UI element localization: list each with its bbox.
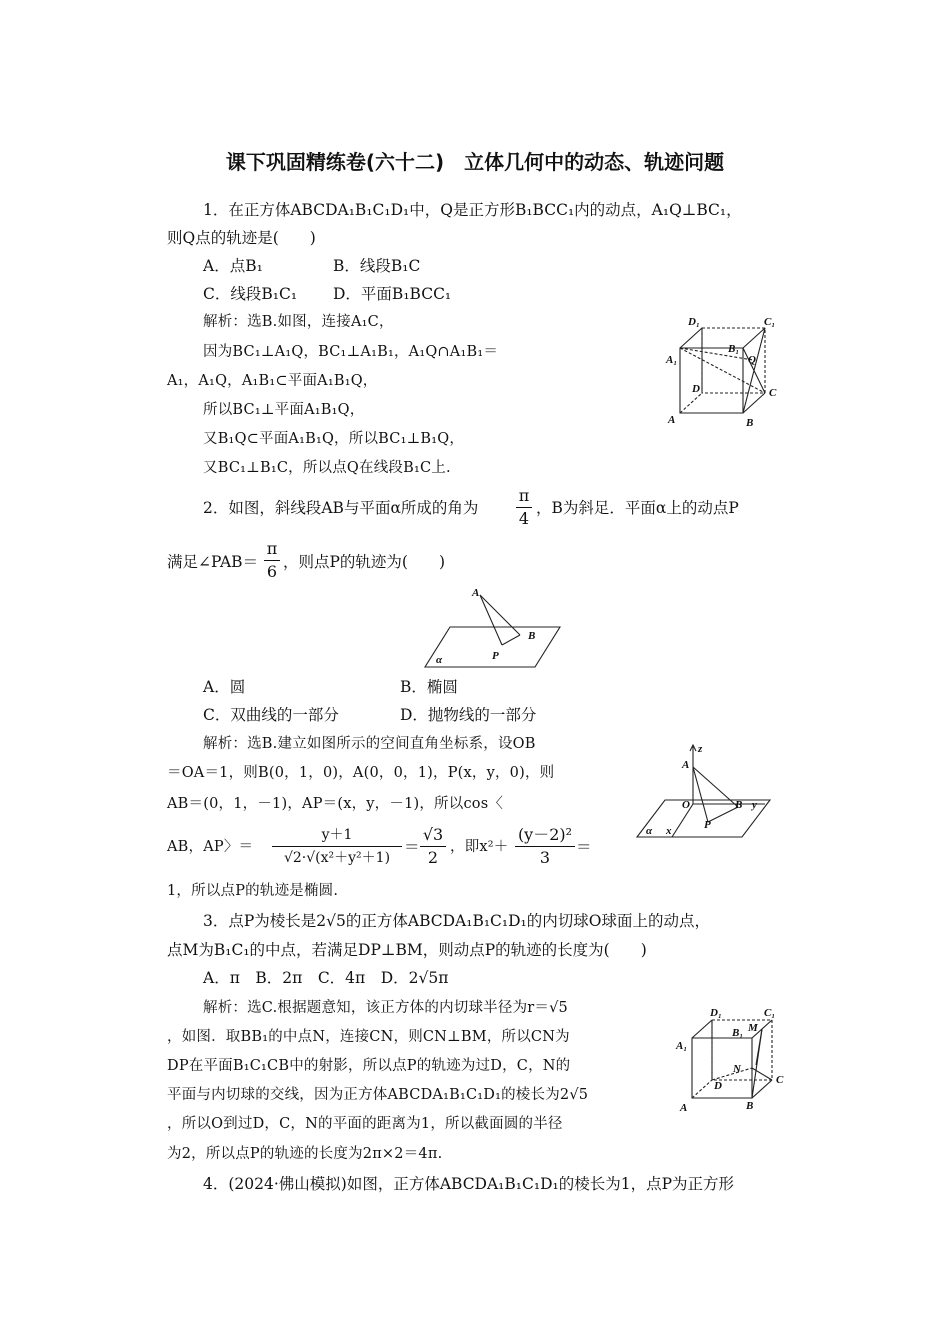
fraction-bar	[516, 507, 532, 508]
q1-option-c: C．线段B₁C₁	[203, 285, 298, 303]
fraction-denominator: 3	[539, 848, 551, 867]
q3-solution-line: ，如图．取BB₁的中点N，连接CN，则CN⊥BM，所以CN为	[167, 1029, 570, 1045]
fig-label: α	[436, 654, 443, 666]
q1-stem-line2: 则Q点的轨迹是( )	[167, 229, 316, 247]
q3-solution-line: 为2，所以点P的轨迹的长度为2π×2＝4π.	[167, 1146, 443, 1162]
q2-solution-line: 解析：选B.建立如图所示的空间直角坐标系，设OB	[203, 736, 536, 752]
fig-label: O	[682, 799, 690, 811]
fig-label: B₁	[732, 1027, 744, 1039]
fig-label: A	[682, 759, 690, 771]
q3-stem-line2: 点M为B₁C₁的中点，若满足DP⊥BM，则动点P的轨迹的长度为( )	[167, 941, 647, 959]
fig-label: B	[746, 1100, 754, 1112]
fig-label: C₁	[764, 316, 776, 328]
q2-plane-figure	[420, 583, 570, 671]
fraction-bar	[515, 846, 575, 847]
q3-solution-line: ，所以O到过D，C，N的平面的距离为1，所以截面圆的半径	[167, 1116, 563, 1132]
fraction-denominator: 6	[266, 562, 278, 581]
q2-equals: ＝	[404, 838, 420, 856]
q2-stem-line1b: ，B为斜足．平面α上的动点P	[536, 499, 739, 517]
fraction-numerator: (y－2)²	[517, 825, 573, 844]
fig-label: A₁	[676, 1040, 688, 1052]
fraction-denominator: 2	[427, 848, 439, 867]
q2-option-b: B．椭圆	[400, 678, 458, 696]
page-title: 课下巩固精练卷(六十二) 立体几何中的动态、轨迹问题	[225, 150, 725, 174]
q3-stem-line1: 3．点P为棱长是2√5的正方体ABCDA₁B₁C₁D₁的内切球O球面上的动点，	[203, 912, 710, 930]
fig-label: B	[746, 417, 754, 429]
fig-label: z	[698, 743, 703, 755]
fig-label: B	[735, 799, 743, 811]
q2-stem-line1a: 2．如图，斜线段AB与平面α所成的角为	[203, 499, 479, 517]
fig-label: A₁	[666, 354, 678, 366]
fig-label: A	[668, 414, 676, 426]
q1-solution-line: 又BC₁⊥B₁C，所以点Q在线段B₁C上.	[203, 460, 451, 476]
q1-option-d: D．平面B₁BCC₁	[333, 285, 452, 303]
q1-stem-line1: 1．在正方体ABCDA₁B₁C₁D₁中，Q是正方形B₁BCC₁内的动点，A₁Q⊥BC₁，	[203, 201, 742, 219]
fig-label: M	[748, 1022, 758, 1034]
q2-solution-text: ，即x²＋	[450, 839, 509, 855]
fig-label: P	[704, 819, 711, 831]
q3-solution-line: 平面与内切球的交线，因为正方体ABCDA₁B₁C₁D₁的棱长为2√5	[167, 1087, 589, 1103]
q4-stem-line1: 4．(2024·佛山模拟)如图，正方体ABCDA₁B₁C₁D₁的棱长为1，点P为正方形	[203, 1175, 735, 1193]
fraction-bar	[272, 846, 402, 847]
q3-options: A．π B．2π C．4π D．2√5π	[203, 969, 449, 987]
q1-cube-figure	[660, 308, 790, 433]
q2-solution-line: 1，所以点P的轨迹是椭圆.	[167, 883, 339, 899]
q2-angle-fraction-2	[264, 539, 280, 582]
q2-solution-line: AB，AP〉＝	[167, 839, 254, 855]
q2-solution-line: AB＝(0，1，－1)，AP＝(x，y，－1)，所以cos〈	[167, 796, 504, 812]
fraction-denominator: 4	[518, 509, 530, 528]
fig-label: P	[492, 650, 499, 662]
q2-option-c: C．双曲线的一部分	[203, 706, 339, 724]
q1-solution-line: 又B₁Q⊂平面A₁B₁Q，所以BC₁⊥B₁Q，	[203, 431, 465, 447]
fraction-numerator: π	[518, 486, 530, 505]
q2-equals: ＝	[576, 838, 592, 856]
fig-label: N	[733, 1063, 741, 1075]
q2-solution-line: ＝OA＝1，则B(0，1，0)，A(0，0，1)，P(x，y，0)，则	[167, 765, 555, 781]
q2-coordinate-figure	[630, 742, 775, 847]
fig-label: D	[714, 1080, 722, 1092]
q2-stem-line2a: 满足∠PAB＝	[167, 553, 259, 571]
fig-label: α	[646, 825, 653, 837]
fig-label: B	[528, 630, 536, 642]
fraction-numerator: √3	[422, 825, 444, 844]
q3-cube-figure	[672, 1003, 792, 1118]
q2-root3-fraction	[420, 825, 446, 868]
fraction-denominator: √2·√(x²＋y²＋1)	[283, 850, 391, 866]
q2-stem-line2b: ，则点P的轨迹为( )	[283, 553, 446, 571]
fraction-numerator: π	[266, 539, 278, 558]
fig-label: D₁	[688, 316, 700, 328]
fig-label: C	[769, 387, 777, 399]
q1-solution-line: 解析：选B.如图，连接A₁C，	[203, 314, 394, 330]
fig-label: A	[680, 1102, 688, 1114]
q2-option-a: A．圆	[203, 678, 246, 696]
fig-label: y	[752, 799, 757, 811]
q3-solution-line: 解析：选C.根据题意知，该正方体的内切球半径为r＝√5	[203, 1000, 568, 1016]
fraction-bar	[264, 560, 280, 561]
fig-label: D₁	[710, 1007, 722, 1019]
fig-label: x	[666, 825, 672, 837]
fraction-bar	[420, 846, 446, 847]
fig-label: C₁	[764, 1007, 776, 1019]
q2-option-d: D．抛物线的一部分	[400, 706, 537, 724]
q1-solution-line: 因为BC₁⊥A₁Q，BC₁⊥A₁B₁，A₁Q∩A₁B₁＝	[203, 344, 499, 360]
fig-label: C	[776, 1074, 784, 1086]
q1-option-b: B．线段B₁C	[333, 257, 421, 275]
q1-option-a: A．点B₁	[203, 257, 263, 275]
fig-label: A	[472, 587, 480, 599]
q2-ellipse-fraction	[515, 825, 575, 868]
fig-label: D	[692, 383, 700, 395]
q1-solution-line: A₁，A₁Q，A₁B₁⊂平面A₁B₁Q，	[167, 373, 378, 389]
q2-angle-fraction-1	[516, 486, 532, 529]
q1-solution-line: 所以BC₁⊥平面A₁B₁Q，	[203, 402, 365, 418]
fig-label: Q	[748, 354, 756, 366]
q3-solution-line: DP在平面B₁C₁CB中的射影，所以点P的轨迹为过D，C，N的	[167, 1058, 571, 1074]
fraction-numerator: y＋1	[321, 827, 353, 843]
fig-label: B₁	[728, 343, 740, 355]
q2-cosine-fraction	[272, 825, 402, 868]
